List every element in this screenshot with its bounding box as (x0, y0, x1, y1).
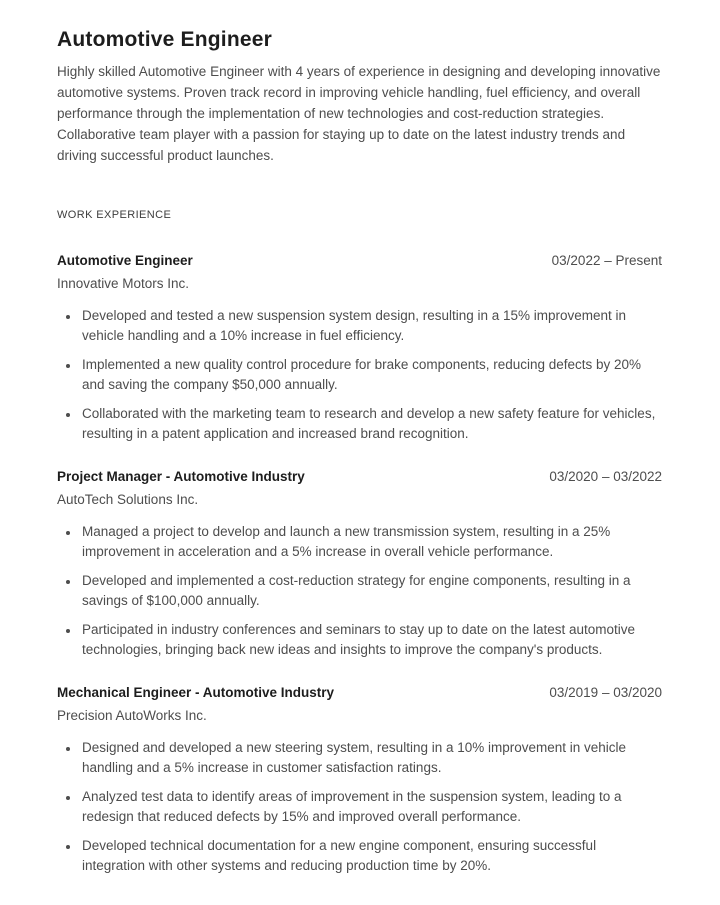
bullet-item: • Participated in industry conferences and seminars to stay up to date on the latest automotive technologies, bringing back new ideas and insights to improve the company's products. (80, 620, 662, 660)
job-dates: 03/2020 – 03/2022 (549, 469, 662, 484)
job-dates: 03/2019 – 03/2020 (549, 685, 662, 700)
job-header (57, 684, 662, 702)
job-header (57, 252, 662, 270)
job-bullets (57, 738, 662, 876)
job-entry (57, 468, 662, 660)
bullet-item: • Analyzed test data to identify areas of improvement in the suspension system, leading to a redesign that reduced defects by 15% and improved overall performance. (80, 787, 662, 827)
summary-text: Highly skilled Automotive Engineer with 4 years of experience in designing and developing innovative automotive systems. Proven track record in improving vehicle handling, fuel efficiency, and overall performance through the implementation of new technologies and cost-reduction strategies. Collaborative team player with a passion for staying up to date on the latest industry trends and driving successful product launches. (57, 64, 661, 163)
job-company: Innovative Motors Inc. (57, 276, 190, 291)
job-company: AutoTech Solutions Inc. (57, 492, 199, 507)
bullet-item: • Developed and implemented a cost-reduction strategy for engine components, resulting in a savings of $100,000 annually. (80, 571, 662, 611)
page-title: Automotive Engineer (57, 28, 272, 51)
job-bullets (57, 522, 662, 660)
job-header (57, 468, 662, 486)
section-label-work-experience: WORK EXPERIENCE (57, 209, 172, 221)
bullet-item: • Designed and developed a new steering system, resulting in a 10% improvement in vehicle handling and a 5% increase in customer satisfaction ratings. (80, 738, 662, 778)
job-title: Project Manager - Automotive Industry (57, 469, 305, 484)
bullet-item: • Implemented a new quality control procedure for brake components, reducing defects by 20% and saving the company $50,000 annually. (80, 355, 662, 395)
job-bullets (57, 306, 662, 444)
job-company: Precision AutoWorks Inc. (57, 708, 207, 723)
job-entry (57, 684, 662, 876)
job-dates: 03/2022 – Present (551, 253, 662, 268)
job-entry (57, 252, 662, 444)
job-title: Mechanical Engineer - Automotive Industry (57, 685, 335, 700)
job-title: Automotive Engineer (57, 253, 193, 268)
bullet-item: • Developed and tested a new suspension system design, resulting in a 15% improvement in vehicle handling and a 10% increase in fuel efficiency. (80, 306, 662, 346)
job-list (57, 252, 662, 876)
bullet-item: • Developed technical documentation for a new engine component, ensuring successful integration with other systems and reducing production time by 20%. (80, 836, 662, 876)
bullet-item: • Collaborated with the marketing team to research and develop a new safety feature for vehicles, resulting in a patent application and increased brand recognition. (80, 404, 662, 444)
bullet-item: • Managed a project to develop and launch a new transmission system, resulting in a 25% improvement in acceleration and a 5% increase in overall vehicle performance. (80, 522, 662, 562)
